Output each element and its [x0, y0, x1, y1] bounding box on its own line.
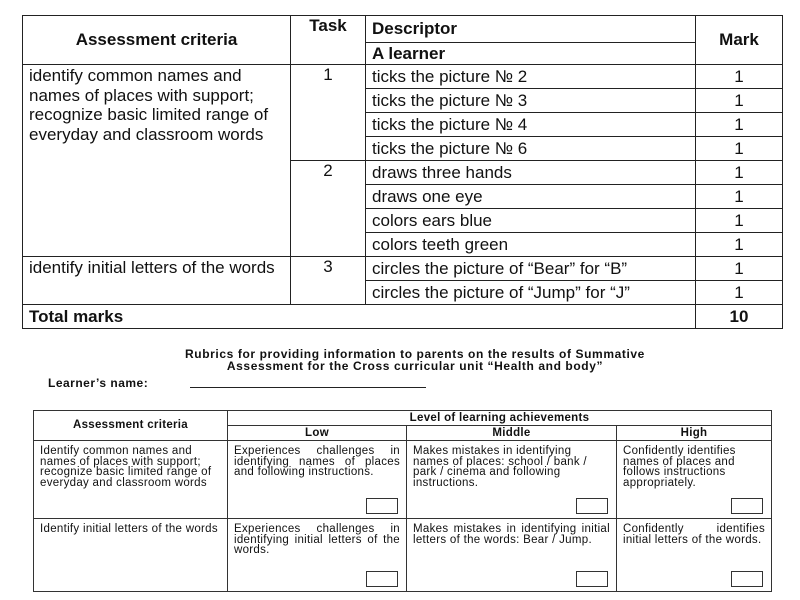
rubric-title-line-1: Rubrics for providing information to parents on the results of Summative: [185, 347, 645, 361]
descriptor-cell: draws one eye: [366, 185, 696, 209]
rubric-high-text: Confidently identifies names of places and follows instructions appropriately.: [623, 445, 736, 489]
rubric-middle-cell: [407, 441, 617, 519]
mark-cell: 1: [696, 281, 783, 305]
header-task: Task: [291, 16, 366, 65]
criteria-cell-2: identify initial letters of the words: [23, 257, 291, 305]
high-checkbox[interactable]: [731, 571, 763, 587]
rubric-low-cell: [228, 441, 407, 519]
rubric-low-text: Experiences challenges in identifying initial letters of the words.: [234, 523, 400, 556]
rubric-middle-text: Makes mistakes in identifying initial letters of the words: Bear / Jump.: [413, 523, 610, 546]
learner-name-label: Learner’s name:: [48, 376, 149, 390]
header-assessment-criteria: Assessment criteria: [23, 16, 291, 65]
mark-cell: 1: [696, 89, 783, 113]
assessment-table: [22, 15, 783, 329]
descriptor-cell: colors ears blue: [366, 209, 696, 233]
descriptor-cell: draws three hands: [366, 161, 696, 185]
rubric-header-level: Level of learning achievements: [228, 411, 772, 426]
mark-cell: 1: [696, 209, 783, 233]
descriptor-cell: circles the picture of “Bear” for “B”: [366, 257, 696, 281]
rubric-high-cell: [617, 519, 772, 592]
task-cell-2: 2: [291, 161, 366, 257]
rubric-low-cell: [228, 519, 407, 592]
descriptor-cell: ticks the picture № 3: [366, 89, 696, 113]
criteria-cell-1: identify common names and names of places with support; recognize basic limited range of everyday and classroom words: [23, 65, 291, 257]
mark-cell: 1: [696, 257, 783, 281]
rubric-criteria-text: Identify common names and names of places with support; recognize basic limited range of everyday and classroom words: [40, 445, 212, 489]
high-checkbox[interactable]: [731, 498, 763, 514]
rubric-low-text: Experiences challenges in identifying names of places and following instructions.: [234, 445, 400, 478]
descriptor-cell: ticks the picture № 2: [366, 65, 696, 89]
rubric-header-high: High: [617, 426, 772, 441]
mark-cell: 1: [696, 113, 783, 137]
rubric-criteria-cell: [34, 441, 228, 519]
descriptor-cell: colors teeth green: [366, 233, 696, 257]
rubric-header-middle: Middle: [407, 426, 617, 441]
middle-checkbox[interactable]: [576, 498, 608, 514]
rubric-title-line-2: Assessment for the Cross curricular unit “Health and body”: [226, 359, 604, 373]
rubric-header-criteria: Assessment criteria: [34, 411, 228, 441]
descriptor-cell: ticks the picture № 4: [366, 113, 696, 137]
descriptor-cell: ticks the picture № 6: [366, 137, 696, 161]
header-descriptor: Descriptor: [366, 16, 696, 43]
rubric-criteria-cell: [34, 519, 228, 592]
learner-name-line[interactable]: [190, 387, 426, 388]
mark-cell: 1: [696, 233, 783, 257]
mark-cell: 1: [696, 137, 783, 161]
rubric-table: [33, 410, 772, 592]
low-checkbox[interactable]: [366, 571, 398, 587]
rubric-middle-text: Makes mistakes in identifying names of places: school / bank / park / cinema and following instructions.: [413, 445, 587, 489]
total-marks-value: 10: [696, 305, 783, 329]
mark-cell: 1: [696, 65, 783, 89]
low-checkbox[interactable]: [366, 498, 398, 514]
rubric-high-text: Confidently identifies initial letters of the words.: [623, 523, 765, 546]
rubric-middle-cell: [407, 519, 617, 592]
mark-cell: 1: [696, 161, 783, 185]
descriptor-cell: circles the picture of “Jump” for “J”: [366, 281, 696, 305]
rubric-title: [60, 348, 770, 372]
mark-cell: 1: [696, 185, 783, 209]
header-mark: Mark: [696, 16, 783, 65]
rubric-header-low: Low: [228, 426, 407, 441]
rubric-criteria-text: Identify initial letters of the words: [40, 523, 218, 535]
rubric-high-cell: [617, 441, 772, 519]
header-descriptor-sub: A learner: [366, 43, 696, 65]
task-cell-1: 1: [291, 65, 366, 161]
total-marks-label: Total marks: [23, 305, 696, 329]
task-cell-3: 3: [291, 257, 366, 305]
middle-checkbox[interactable]: [576, 571, 608, 587]
